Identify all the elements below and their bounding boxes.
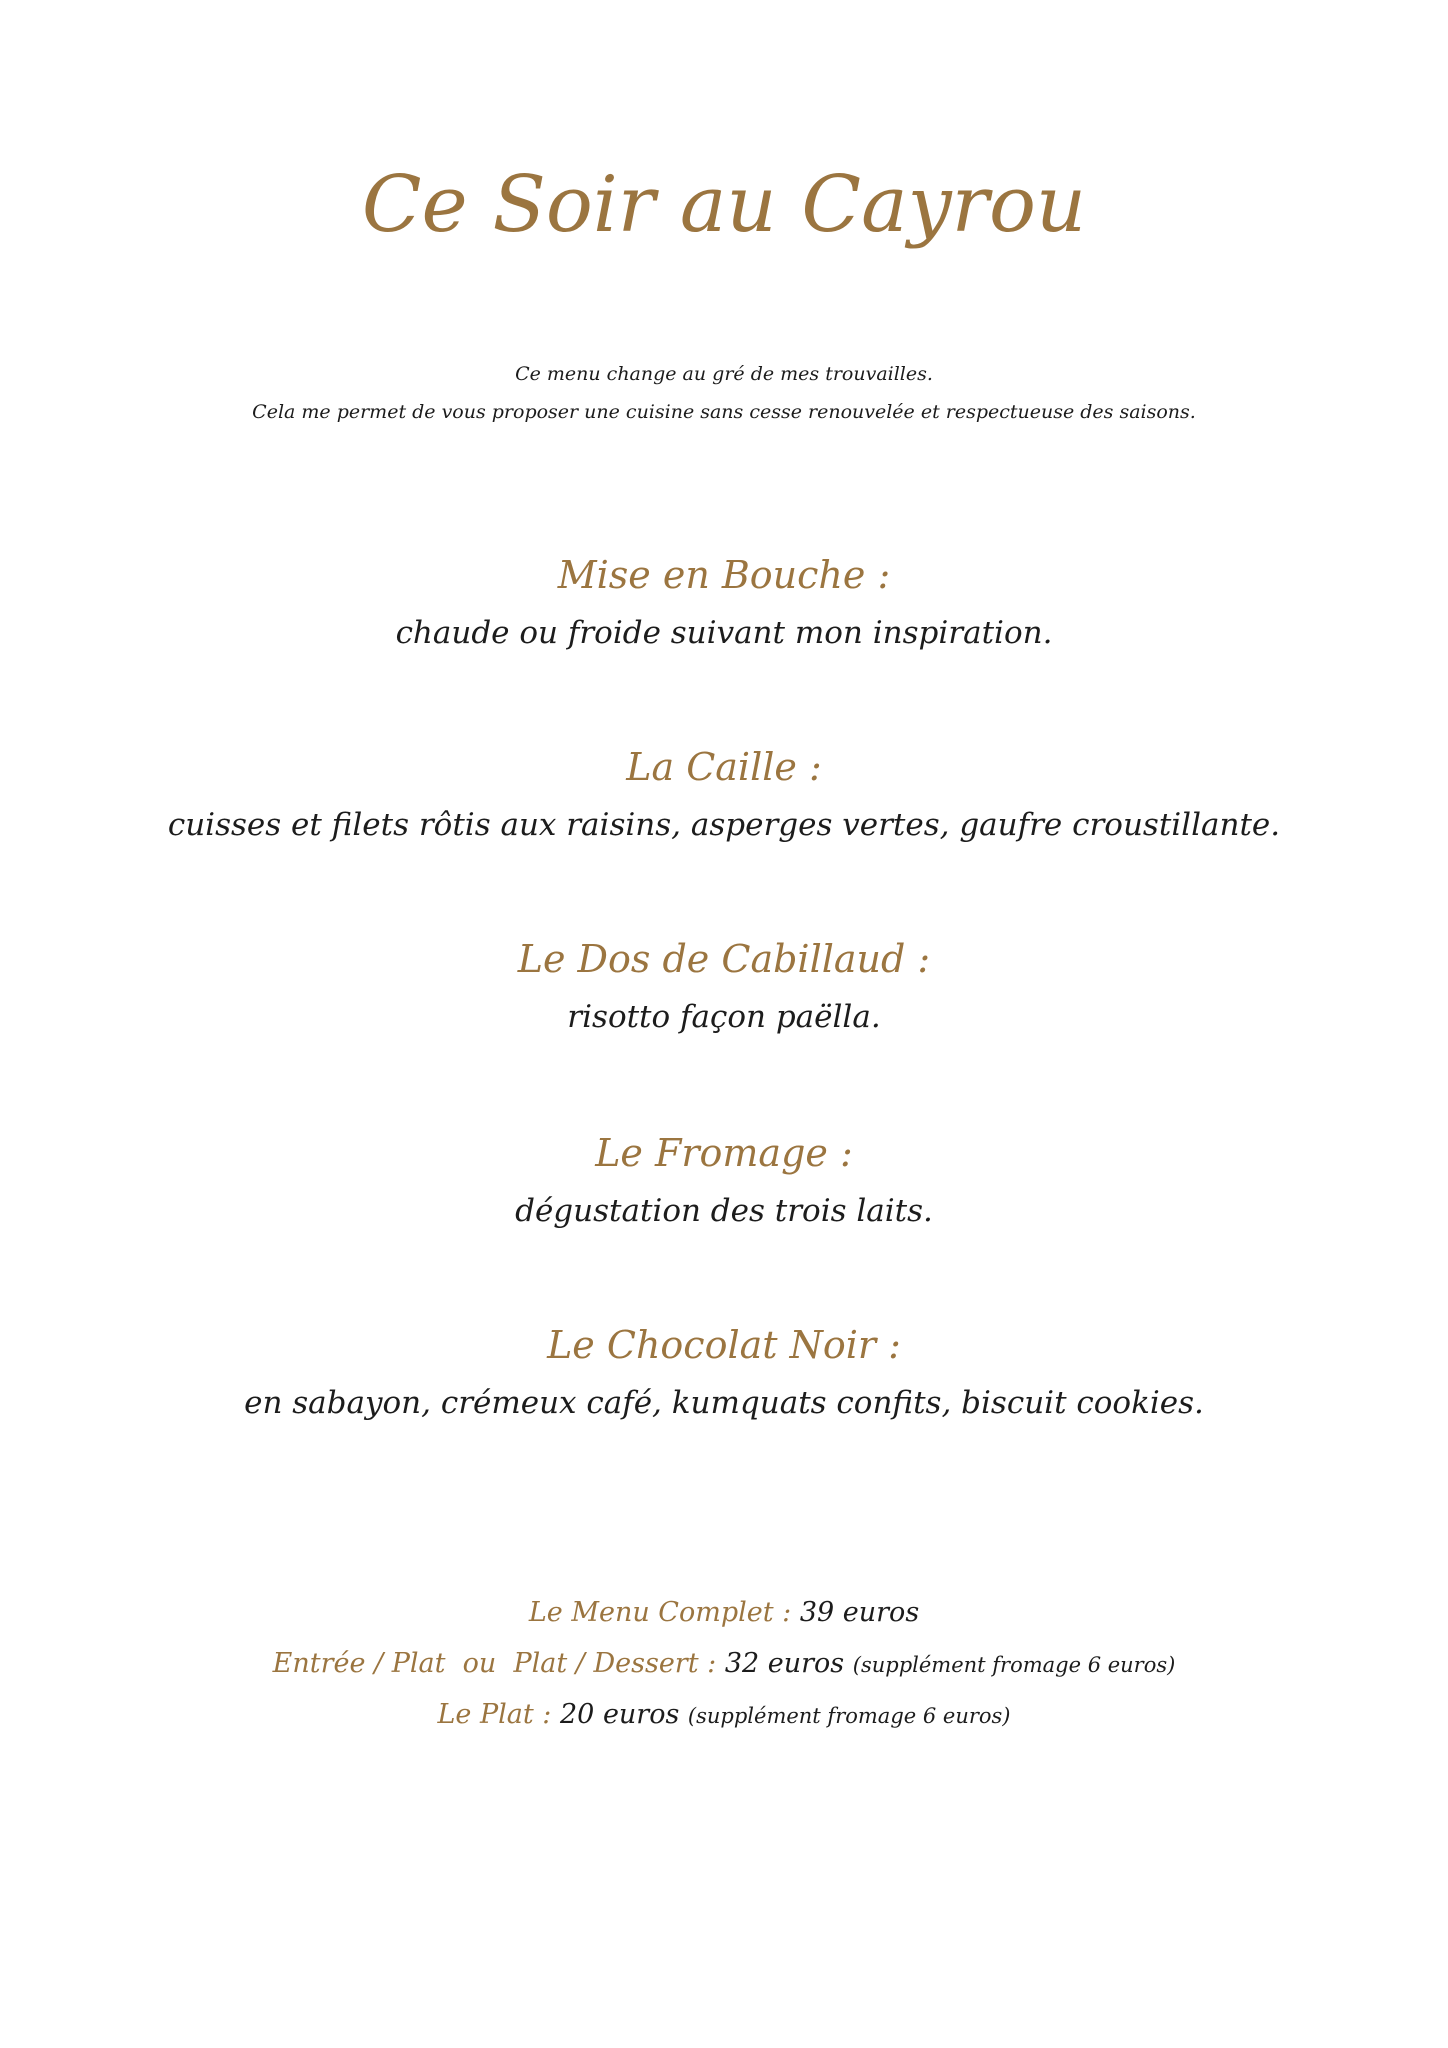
price-label: Entrée / Plat ou Plat / Dessert :: [272, 1648, 725, 1679]
price-list: [0, 1588, 1448, 1741]
price-label: Le Menu Complet :: [528, 1597, 800, 1628]
price-value: 32 euros: [724, 1648, 853, 1679]
course-item: [0, 1123, 1448, 1239]
price-line: [0, 1690, 1448, 1741]
course-name: Le Dos de Cabillaud :: [517, 937, 931, 981]
price-note: (supplément fromage 6 euros): [852, 1653, 1176, 1677]
course-name: Le Chocolat Noir :: [547, 1323, 901, 1367]
course-item: [0, 1315, 1448, 1431]
course-description: chaude ou froide suivant mon inspiration.: [395, 615, 1053, 651]
course-item: [0, 545, 1448, 661]
course-item: [0, 929, 1448, 1045]
intro-line: Cela me permet de vous proposer une cuisine sans cesse renouvelée et respectueuse des saisons.: [252, 401, 1196, 423]
course-name: Mise en Bouche :: [557, 553, 891, 597]
price-line: [0, 1639, 1448, 1690]
course-name: La Caille :: [626, 745, 822, 789]
price-value: 20 euros: [560, 1699, 688, 1730]
price-label: Le Plat :: [437, 1699, 560, 1730]
course-description: dégustation des trois laits.: [515, 1193, 933, 1229]
price-value: 39 euros: [799, 1597, 920, 1628]
price-line: [0, 1588, 1448, 1639]
course-item: [0, 737, 1448, 853]
course-description: cuisses et filets rôtis aux raisins, asperges vertes, gaufre croustillante.: [167, 807, 1281, 843]
course-description: en sabayon, crémeux café, kumquats confits, biscuit cookies.: [244, 1385, 1204, 1421]
intro-line: Ce menu change au gré de mes trouvailles.: [515, 363, 933, 385]
course-description: risotto façon paëlla.: [567, 999, 881, 1035]
page-title: Ce Soir au Cayrou: [361, 160, 1087, 250]
intro-text: [0, 355, 1448, 431]
price-note: (supplément fromage 6 euros): [687, 1704, 1011, 1728]
course-name: Le Fromage :: [595, 1131, 853, 1175]
